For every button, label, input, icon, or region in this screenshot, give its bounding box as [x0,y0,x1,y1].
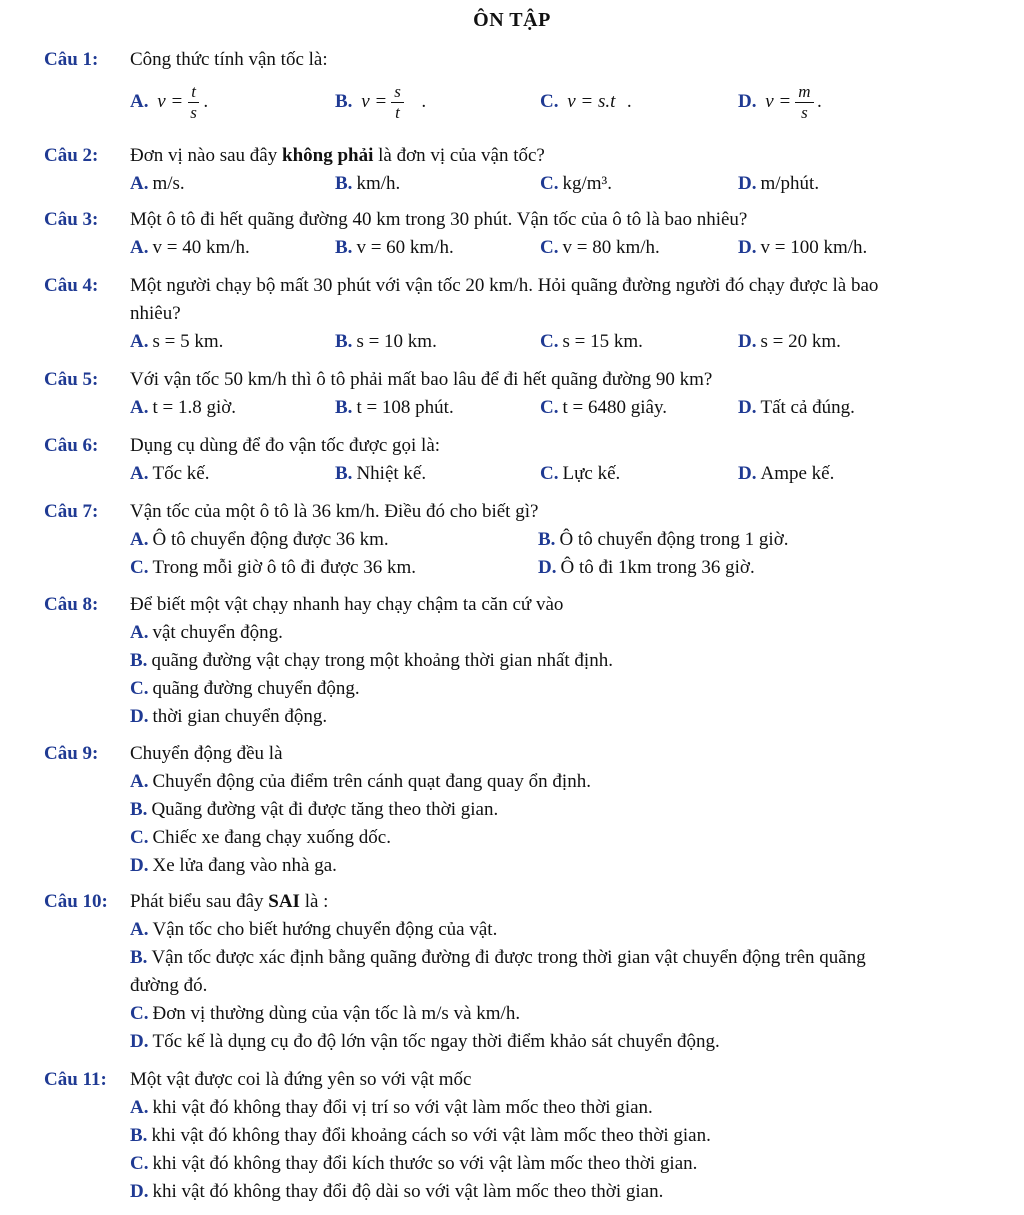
option-d[interactable] [738,460,943,488]
option-letter: C. [130,1153,149,1174]
question-text: Công thức tính vận tốc là: [130,49,328,70]
option-b[interactable] [44,647,984,675]
option-b-continued: đường đó. [130,975,208,996]
option-text: thời gian chuyển động. [152,706,328,727]
option-letter: B. [335,463,353,484]
option-a[interactable] [130,170,335,198]
option-text: Ô tô chuyển động được 36 km. [152,529,389,550]
option-letter: C. [540,237,559,258]
option-text: s = 10 km. [356,331,437,352]
option-letter: B. [130,947,148,968]
question-5 [44,366,984,422]
option-letter: B. [538,529,556,550]
question-text [130,888,984,916]
option-text: Lực kế. [562,463,621,484]
option-text: khi vật đó không thay đổi kích thước so với vật làm mốc theo thời gian. [152,1153,698,1174]
option-d[interactable] [44,1028,984,1056]
question-11 [44,1066,984,1206]
question-2 [44,142,984,198]
option-b[interactable] [44,944,984,972]
option-text: Vận tốc được xác định bằng quãng đường đi được trong thời gian vật chuyển động trên quãng [151,947,866,968]
option-d[interactable] [44,852,984,880]
option-a[interactable] [130,526,538,554]
formula [765,82,822,123]
option-d[interactable] [738,328,943,356]
formula-tail: . [203,91,209,112]
option-b[interactable] [335,460,540,488]
question-7 [44,498,984,582]
question-number: Câu 7: [44,501,99,522]
option-a[interactable] [44,916,984,944]
fraction-numerator: m [795,82,813,103]
question-number: Câu 8: [44,594,99,615]
question-4 [44,272,984,356]
option-c[interactable] [44,824,984,852]
formula-tail: . [421,91,427,112]
option-letter: C. [540,397,559,418]
question-text-pre: Đơn vị nào sau đây [130,145,282,166]
question-number: Câu 3: [44,209,99,230]
page-title: ÔN TẬP [473,9,551,31]
option-letter: C. [130,678,149,699]
option-letter: D. [738,397,757,418]
option-d[interactable] [738,234,943,262]
option-letter: D. [738,463,757,484]
option-letter: C. [540,91,559,112]
option-text: v = 60 km/h. [356,237,454,258]
formula-lhs: v = [157,91,184,112]
option-letter: A. [130,237,149,258]
option-letter: B. [335,397,353,418]
option-letter: D. [738,173,757,194]
option-text: kg/m³. [562,173,612,194]
question-text: Một người chạy bộ mất 30 phút với vận tốc 20 km/h. Hỏi quãng đường người đó chạy được là bao [130,275,879,296]
option-letter: C. [540,173,559,194]
question-text: Một vật được coi là đứng yên so với vật mốc [130,1069,472,1090]
option-b[interactable] [335,234,540,262]
fraction-denominator: t [395,102,400,122]
option-c[interactable] [44,675,984,703]
option-text: Ô tô chuyển động trong 1 giờ. [559,529,789,550]
option-c[interactable] [540,170,738,198]
option-d[interactable] [44,703,984,731]
option-letter: D. [130,1031,149,1052]
option-letter: C. [130,1003,149,1024]
option-letter: D. [130,855,149,876]
question-number: Câu 10: [44,891,108,912]
option-letter: B. [335,173,353,194]
question-text: Một ô tô đi hết quãng đường 40 km trong 30 phút. Vận tốc của ô tô là bao nhiêu? [130,209,748,230]
fraction-numerator: t [188,82,199,103]
option-d[interactable] [44,1178,984,1206]
option-text: khi vật đó không thay đổi vị trí so với vật làm mốc theo thời gian. [152,1097,653,1118]
formula [361,82,426,123]
option-text: m/s. [152,173,185,194]
option-letter: B. [335,331,353,352]
option-letter: D. [738,237,757,258]
option-text: v = 100 km/h. [760,237,868,258]
option-b[interactable] [335,394,540,422]
question-text-bold: SAI [268,891,300,912]
option-letter: A. [130,919,149,940]
option-a[interactable] [130,328,335,356]
option-text: Quãng đường vật đi được tăng theo thời gian. [151,799,499,820]
option-letter: C. [540,331,559,352]
option-text: Chiếc xe đang chạy xuống dốc. [152,827,391,848]
option-b[interactable] [335,328,540,356]
option-text: Tốc kế là dụng cụ đo độ lớn vận tốc ngay thời điểm khảo sát chuyển động. [152,1031,720,1052]
formula [567,88,632,116]
question-10 [44,888,984,1056]
option-a[interactable] [44,619,984,647]
option-text: v = 80 km/h. [562,237,660,258]
question-number: Câu 9: [44,743,99,764]
question-8 [44,591,984,731]
option-c[interactable] [44,1000,984,1028]
question-9 [44,740,984,880]
question-text: Vận tốc của một ô tô là 36 km/h. Điều đó cho biết gì? [130,501,539,522]
option-b[interactable] [335,82,540,123]
option-letter: A. [130,1097,149,1118]
option-letter: B. [335,237,353,258]
option-letter: C. [130,557,149,578]
formula-expr: v = s.t [567,91,616,112]
option-c[interactable] [540,460,738,488]
option-d[interactable] [538,554,946,582]
option-letter: A. [130,173,149,194]
option-text: s = 15 km. [562,331,643,352]
option-text: t = 108 phút. [356,397,454,418]
option-letter: D. [130,1181,149,1202]
option-letter: A. [130,622,149,643]
option-a[interactable] [130,394,335,422]
option-c[interactable] [44,1150,984,1178]
option-c[interactable] [540,394,738,422]
formula-tail: . [817,91,823,112]
question-text: Với vận tốc 50 km/h thì ô tô phải mất bao lâu để đi hết quãng đường 90 km? [130,369,713,390]
option-text: Đơn vị thường dùng của vận tốc là m/s và km/h. [152,1003,521,1024]
option-text: Xe lửa đang vào nhà ga. [152,855,337,876]
option-text: Tất cả đúng. [760,397,855,418]
option-letter: B. [130,1125,148,1146]
option-letter: A. [130,397,149,418]
option-letter: B. [335,91,353,112]
question-text [130,142,984,170]
option-d[interactable] [738,170,943,198]
question-1 [44,46,984,130]
option-text: m/phút. [760,173,820,194]
option-letter: A. [130,463,149,484]
option-a[interactable] [130,234,335,262]
option-letter: D. [130,706,149,727]
option-text: t = 1.8 giờ. [152,397,237,418]
question-text-bold: không phải [282,145,374,166]
option-text: Vận tốc cho biết hướng chuyển động của vật. [152,919,498,940]
question-text-post: là : [299,891,329,912]
option-letter: D. [538,557,557,578]
option-c[interactable] [130,554,538,582]
option-letter: A. [130,91,149,112]
question-text-pre: Phát biểu sau đây [130,891,269,912]
formula-tail: . [627,91,633,112]
question-text-continued: nhiêu? [130,303,181,324]
option-text: v = 40 km/h. [152,237,250,258]
option-text: vật chuyển động. [152,622,283,643]
option-b[interactable] [44,1122,984,1150]
option-c[interactable] [540,328,738,356]
fraction-numerator: s [391,82,404,103]
option-b[interactable] [44,796,984,824]
option-letter: A. [130,771,149,792]
option-letter: D. [738,91,757,112]
question-number: Câu 1: [44,49,99,70]
question-text: Chuyển động đều là [130,743,283,764]
option-text: s = 20 km. [760,331,841,352]
option-text: khi vật đó không thay đổi độ dài so với vật làm mốc theo thời gian. [152,1181,664,1202]
option-text: km/h. [356,173,401,194]
option-letter: D. [738,331,757,352]
question-number: Câu 6: [44,435,99,456]
question-number: Câu 4: [44,275,99,296]
question-text-post: là đơn vị của vận tốc? [373,145,545,166]
option-letter: B. [130,799,148,820]
fraction-denominator: s [801,102,808,122]
option-text: khi vật đó không thay đổi khoảng cách so với vật làm mốc theo thời gian. [151,1125,711,1146]
question-3 [44,206,984,262]
question-6 [44,432,984,488]
formula [157,82,208,123]
formula-lhs: v = [361,91,388,112]
option-letter: C. [540,463,559,484]
option-letter: A. [130,331,149,352]
option-a[interactable] [130,82,335,123]
option-text: Chuyển động của điểm trên cánh quạt đang quay ổn định. [152,771,591,792]
option-a[interactable] [44,768,984,796]
option-text: Tốc kế. [152,463,210,484]
option-a[interactable] [44,1094,984,1122]
question-text: Để biết một vật chạy nhanh hay chạy chậm ta căn cứ vào [130,594,564,615]
option-text: Trong mỗi giờ ô tô đi được 36 km. [152,557,416,578]
option-b[interactable] [538,526,946,554]
option-d[interactable] [738,82,943,123]
option-text: Ô tô đi 1km trong 36 giờ. [560,557,755,578]
formula-lhs: v = [765,91,792,112]
option-c[interactable] [540,234,738,262]
option-text: quãng đường vật chạy trong một khoảng thời gian nhất định. [151,650,613,671]
question-number: Câu 5: [44,369,99,390]
option-text: t = 6480 giây. [562,397,667,418]
option-letter: C. [130,827,149,848]
question-number: Câu 2: [44,145,99,166]
option-text: s = 5 km. [152,331,224,352]
option-text: quãng đường chuyển động. [152,678,360,699]
option-b[interactable] [335,170,540,198]
question-text: Dụng cụ dùng để đo vận tốc được gọi là: [130,435,441,456]
fraction-denominator: s [190,102,197,122]
option-c[interactable] [540,88,738,116]
option-letter: A. [130,529,149,550]
option-d[interactable] [738,394,943,422]
option-letter: B. [130,650,148,671]
question-number: Câu 11: [44,1069,107,1090]
option-text: Ampe kế. [760,463,835,484]
option-a[interactable] [130,460,335,488]
option-text: Nhiệt kế. [356,463,427,484]
